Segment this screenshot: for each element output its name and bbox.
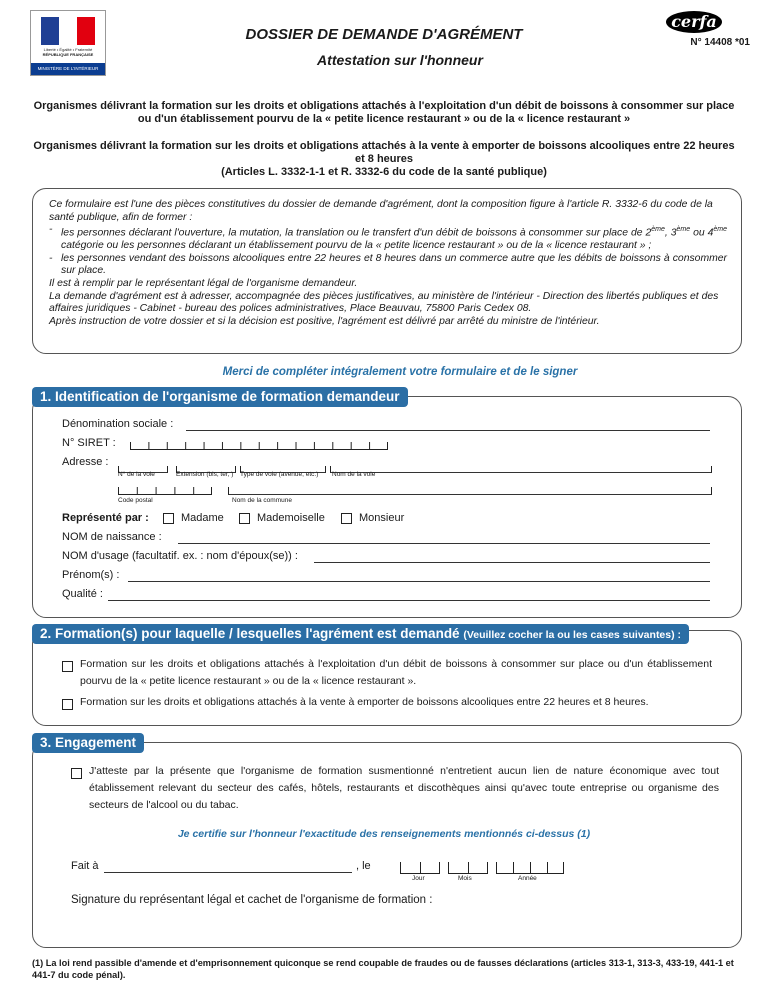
intro-paragraph-1: Organismes délivrant la formation sur les droits et obligations attachés à l'exploitation d'un débit de boissons à consommer sur place ou d'un établissement pourvu de la « petite licence restaurant » ou de la « licence restaurant »: [33, 100, 735, 125]
cerfa-logo: cerfa: [666, 11, 722, 33]
qualite-label: Qualité :: [62, 588, 103, 600]
adresse-label: Adresse :: [62, 456, 109, 468]
commune-field[interactable]: [228, 487, 712, 495]
merci-notice: Merci de compléter intégralement votre formulaire et de le signer: [222, 366, 578, 378]
civilite-madame-label: Madame: [181, 512, 224, 524]
formation-2-checkbox[interactable]: [62, 699, 73, 710]
prenoms-label: Prénom(s) :: [62, 569, 120, 581]
code-postal-field[interactable]: [118, 487, 212, 495]
intro-paragraph-2-line1: Organismes délivrant la formation sur les droits et obligations attachés à la vente à emporter de boissons alcooliques entre 22 heures et 8 heures: [33, 140, 735, 165]
civilite-monsieur-label: Monsieur: [359, 512, 405, 524]
signature-label: Signature du représentant légal et cachet de l'organisme de formation :: [71, 894, 433, 906]
type-voie-caption: Type de voie (avenue, etc.): [240, 471, 319, 478]
nom-voie-caption: Nom de la voie: [332, 471, 376, 478]
no-voie-caption: N° de la voie: [118, 471, 155, 478]
date-mois-caption: Mois: [458, 875, 472, 882]
nom-usage-field[interactable]: [314, 562, 710, 563]
fait-a-field[interactable]: [104, 872, 352, 873]
info-address: La demande d'agrément est à adresser, accompagnée des pièces justificatives, au ministère de l'intérieur - Direction des libertés publiques et des affaires juridiques - Cabinet - bureau des polices administratives, Place Beauvau, 75800 Paris Cedex 08.: [49, 290, 719, 315]
document-title: DOSSIER DE DEMANDE D'AGRÉMENT: [245, 26, 523, 43]
civilite-monsieur-checkbox[interactable]: [341, 513, 352, 524]
code-postal-caption: Code postal: [118, 497, 153, 504]
siret-label: N° SIRET :: [62, 437, 116, 449]
represente-label: Représenté par :: [62, 512, 149, 524]
commune-caption: Nom de la commune: [232, 497, 292, 504]
fait-a-label: Fait à: [71, 860, 99, 872]
extension-caption: Extension (bis, ter, ): [176, 471, 234, 478]
formation-2-label: Formation sur les droits et obligations attachés à la vente à emporter de boissons alcooliques entre 22 heures et 8 heures.: [80, 696, 649, 708]
date-mois-field[interactable]: [448, 862, 488, 874]
document-subtitle: Attestation sur l'honneur: [317, 52, 483, 68]
info-bullet-2: - les personnes vendant des boissons alcooliques entre 22 heures et 8 heures dans un commerce autre que les débits de boissons à consommer sur place.: [49, 252, 727, 277]
attestation-checkbox[interactable]: [71, 768, 82, 779]
date-annee-field[interactable]: [496, 862, 564, 874]
info-fill: Il est à remplir par le représentant légal de l'organisme demandeur.: [49, 278, 358, 290]
date-le-label: , le: [356, 860, 371, 872]
denomination-label: Dénomination sociale :: [62, 418, 174, 430]
nom-naissance-label: NOM de naissance :: [62, 531, 162, 543]
formation-1-label: Formation sur les droits et obligations attachés à l'exploitation d'un débit de boissons à consommer sur place ou d'un établissement pourvu de la « petite licence restaurant » ou de la « licence restaurant ».: [80, 658, 712, 687]
info-box: [32, 188, 742, 354]
civilite-madame-checkbox[interactable]: [163, 513, 174, 524]
intro-paragraph-2: [30, 140, 738, 179]
section-3-header: 3. Engagement: [32, 733, 144, 753]
prenoms-field[interactable]: [128, 581, 710, 582]
cerfa-number: N° 14408 *01: [690, 37, 750, 48]
date-jour-caption: Jour: [412, 875, 425, 882]
info-intro: Ce formulaire est l'une des pièces constitutives du dossier de demande d'agrément, dont la composition figure à l'article R. 3332-6 du code de la santé publique, afin de former :: [49, 199, 713, 223]
formation-1-checkbox[interactable]: [62, 661, 73, 672]
nom-naissance-field[interactable]: [178, 543, 710, 544]
nom-voie-field[interactable]: [330, 466, 712, 473]
section-2-header: 2. Formation(s) pour laquelle / lesquelles l'agrément est demandé (Veuillez cocher la ou les cases suivantes) :: [32, 624, 689, 644]
nom-usage-label: NOM d'usage (facultatif. ex. : nom d'époux(se)) :: [62, 550, 298, 562]
logo-motto: Liberté • Égalité • Fraternité RÉPUBLIQUE FRANÇAISE: [42, 47, 94, 57]
date-jour-field[interactable]: [400, 862, 440, 874]
qualite-field[interactable]: [108, 600, 710, 601]
logo-ministry: MINISTÈRE DE L'INTÉRIEUR: [31, 63, 105, 75]
info-bullet-1: - les personnes déclarant l'ouverture, la mutation, la translation ou le transfert d'un débit de boissons à consommer sur place de 2ème, 3ème ou 4ème catégorie ou les personnes déclarant un établissement pourvu de la « petite licence restaurant » ou de la « licence restaurant » ;: [49, 224, 727, 252]
certification-statement: Je certifie sur l'honneur l'exactitude des renseignements mentionnés ci-dessus (1): [177, 828, 591, 840]
denomination-field[interactable]: [186, 430, 710, 431]
intro-paragraph-2-line2: (Articles L. 3332-1-1 et R. 3332-6 du code de la santé publique): [221, 166, 547, 178]
date-annee-caption: Année: [518, 875, 537, 882]
footnote: (1) La loi rend passible d'amende et d'emprisonnement quiconque se rend coupable de fraudes ou de fausses déclarations (articles 313-1, 313-3, 433-19, 441-1 et 441-7 du code pénal).: [32, 958, 734, 980]
info-after: Après instruction de votre dossier et si la décision est positive, l'agrément est délivré par arrêté du ministre de l'intérieur.: [49, 315, 600, 327]
civilite-mademoiselle-label: Mademoiselle: [257, 512, 325, 524]
section-1-header: 1. Identification de l'organisme de formation demandeur: [32, 387, 408, 407]
attestation-text: J'atteste par la présente que l'organisme de formation susmentionné n'entretient aucun lien de nature économique avec tout établissement relevant du secteur des cafés, hôtels, restaurants et discothèques ainsi qu'avec toute entreprise ou organisme des secteurs de l'alcool ou du tabac.: [89, 765, 719, 811]
civilite-mademoiselle-checkbox[interactable]: [239, 513, 250, 524]
siret-field[interactable]: [130, 442, 388, 450]
